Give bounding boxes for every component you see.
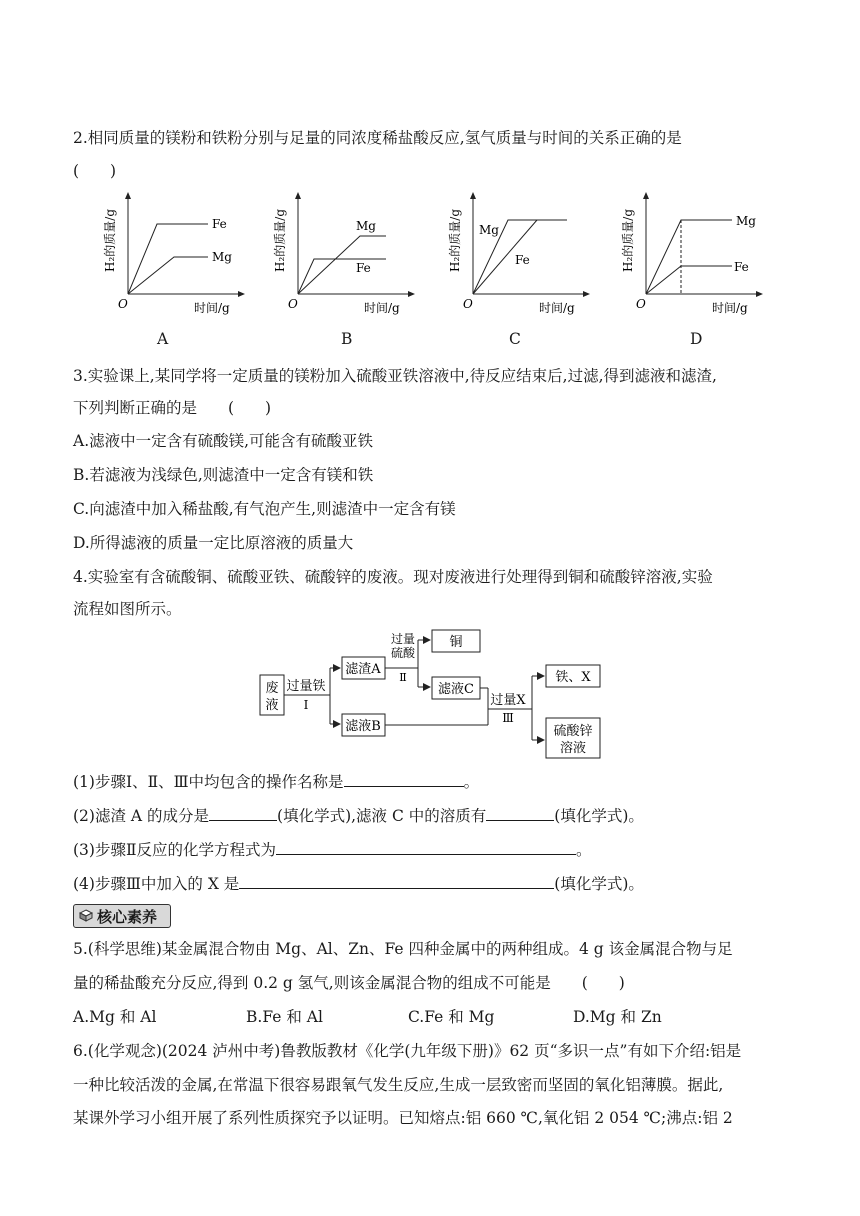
graph-b[interactable] — [270, 190, 420, 324]
svg-text:时间/g: 时间/g — [364, 301, 400, 315]
q2-stem: 2.相同质量的镁粉和铁粉分别与足量的同浓度稀盐酸反应,氢气质量与时间的关系正确的是 — [73, 129, 682, 147]
section-badge — [73, 904, 171, 928]
step2-reagent-2: 硫酸 — [390, 646, 416, 660]
q5-option-a[interactable]: A.Mg 和 Al — [73, 1008, 157, 1026]
q6-stem-2: 一种比较活泼的金属,在常温下很容易跟氧气发生反应,生成一层致密而坚固的氧化铝薄膜。据此, — [73, 1076, 724, 1094]
q5-option-d[interactable]: D.Mg 和 Zn — [573, 1008, 662, 1026]
q3-option-b[interactable]: B.若滤液为浅绿色,则滤渣中一定含有镁和铁 — [73, 466, 374, 484]
waste-label-2: 液 — [265, 698, 279, 713]
graph-b-label-1: Mg — [356, 219, 376, 233]
svg-text:时间/g: 时间/g — [194, 301, 230, 315]
graph-d[interactable] — [618, 190, 778, 324]
graph-a-label-2: Mg — [212, 250, 232, 264]
cube-icon — [79, 909, 93, 922]
q6-stem-3: 某课外学习小组开展了系列性质探究予以证明。已知熔点:铝 660 ℃,氧化铝 2 054 ℃;沸点:铝 2 — [73, 1109, 733, 1127]
graph-c-caption: C — [509, 330, 521, 348]
step2-reagent-1: 过量 — [390, 632, 416, 646]
step1-number: Ⅰ — [303, 698, 309, 712]
q4-sub4: (4)步骤Ⅲ中加入的 X 是 (填化学式)。 — [73, 875, 644, 893]
svg-text:H₂的质量/g: H₂的质量/g — [273, 208, 287, 272]
answer-blank-2b[interactable] — [486, 806, 554, 821]
znso4-label-1: 硫酸锌 — [553, 724, 593, 739]
waste-label-1: 废 — [265, 681, 279, 696]
q4-sub2: (2)滤渣 A 的成分是 (填化学式),滤液 C 中的溶质有 (填化学式)。 — [73, 807, 644, 825]
q3-stem: 3.实验课上,某同学将一定质量的镁粉加入硫酸亚铁溶液中,待反应结束后,过滤,得到滤液和滤渣, — [73, 367, 717, 385]
svg-text:时间/g: 时间/g — [712, 301, 748, 315]
copper-box: 铜 — [449, 635, 463, 650]
filtrate-b: 滤液B — [345, 719, 381, 734]
q3-option-d[interactable]: D.所得滤液的质量一定比原溶液的质量大 — [73, 534, 354, 552]
graph-c[interactable] — [445, 190, 595, 324]
q5-option-b[interactable]: B.Fe 和 Al — [246, 1008, 323, 1026]
graph-d-label-1: Mg — [736, 214, 756, 228]
q4-sub3: (3)步骤Ⅱ反应的化学方程式为 。 — [73, 841, 592, 859]
svg-text:O: O — [288, 297, 298, 311]
q3-option-c[interactable]: C.向滤渣中加入稀盐酸,有气泡产生,则滤渣中一定含有镁 — [73, 500, 456, 518]
svg-text:H₂的质量/g: H₂的质量/g — [103, 208, 117, 272]
q5-option-c[interactable]: C.Fe 和 Mg — [408, 1008, 495, 1026]
q3-stem-2: 下列判断正确的是 ( ) — [73, 399, 272, 417]
residue-a: 滤渣A — [345, 662, 381, 677]
answer-blank-2a[interactable] — [209, 806, 277, 821]
iron-x-box: 铁、X — [555, 670, 591, 685]
graph-c-label-2: Fe — [515, 253, 530, 267]
q5-stem-2: 量的稀盐酸充分反应,得到 0.2 g 氢气,则该金属混合物的组成不可能是 ( ) — [73, 974, 625, 992]
step1-reagent: 过量铁 — [286, 679, 326, 694]
q4-stem: 4.实验室有含硫酸铜、硫酸亚铁、硫酸锌的废液。现对废液进行处理得到铜和硫酸锌溶液,实验 — [73, 568, 713, 586]
graph-d-label-2: Fe — [734, 260, 749, 274]
section-title: 核心素养 — [97, 908, 158, 926]
graph-a[interactable] — [100, 190, 250, 324]
flow-diagram — [258, 628, 608, 764]
graph-a-label-1: Fe — [212, 217, 227, 231]
step2-number: Ⅱ — [399, 671, 407, 684]
answer-blank-1[interactable] — [344, 772, 464, 787]
filtrate-c: 滤液C — [438, 682, 474, 697]
graph-d-caption: D — [690, 330, 703, 348]
q6-stem: 6.(化学观念)(2024 泸州中考)鲁教版教材《化学(九年级下册)》62 页“多识一点”有如下介绍:铝是 — [73, 1042, 742, 1060]
graph-c-label-1: Mg — [479, 223, 499, 237]
svg-text:O: O — [118, 297, 128, 311]
step3-number: Ⅲ — [502, 711, 514, 725]
q2-stem-bracket: ( ) — [73, 162, 117, 180]
svg-text:O: O — [463, 297, 473, 311]
svg-text:H₂的质量/g: H₂的质量/g — [621, 208, 635, 272]
q4-sub1: (1)步骤Ⅰ、Ⅱ、Ⅲ中均包含的操作名称是 。 — [73, 773, 480, 791]
svg-text:O: O — [636, 297, 646, 311]
q5-stem: 5.(科学思维)某金属混合物由 Mg、Al、Zn、Fe 四种金属中的两种组成。4 g 该金属混合物与足 — [73, 940, 733, 958]
graph-b-caption: B — [341, 330, 353, 348]
q4-stem-2: 流程如图所示。 — [73, 600, 182, 618]
step3-reagent: 过量X — [490, 693, 526, 708]
answer-blank-4[interactable] — [239, 874, 554, 889]
znso4-label-2: 溶液 — [559, 741, 587, 756]
graph-b-label-2: Fe — [356, 261, 371, 275]
graph-a-caption: A — [157, 330, 169, 348]
svg-text:H₂的质量/g: H₂的质量/g — [448, 208, 462, 272]
svg-text:时间/g: 时间/g — [539, 301, 575, 315]
q3-option-a[interactable]: A.滤液中一定含有硫酸镁,可能含有硫酸亚铁 — [73, 432, 374, 450]
answer-blank-3[interactable] — [276, 840, 576, 855]
